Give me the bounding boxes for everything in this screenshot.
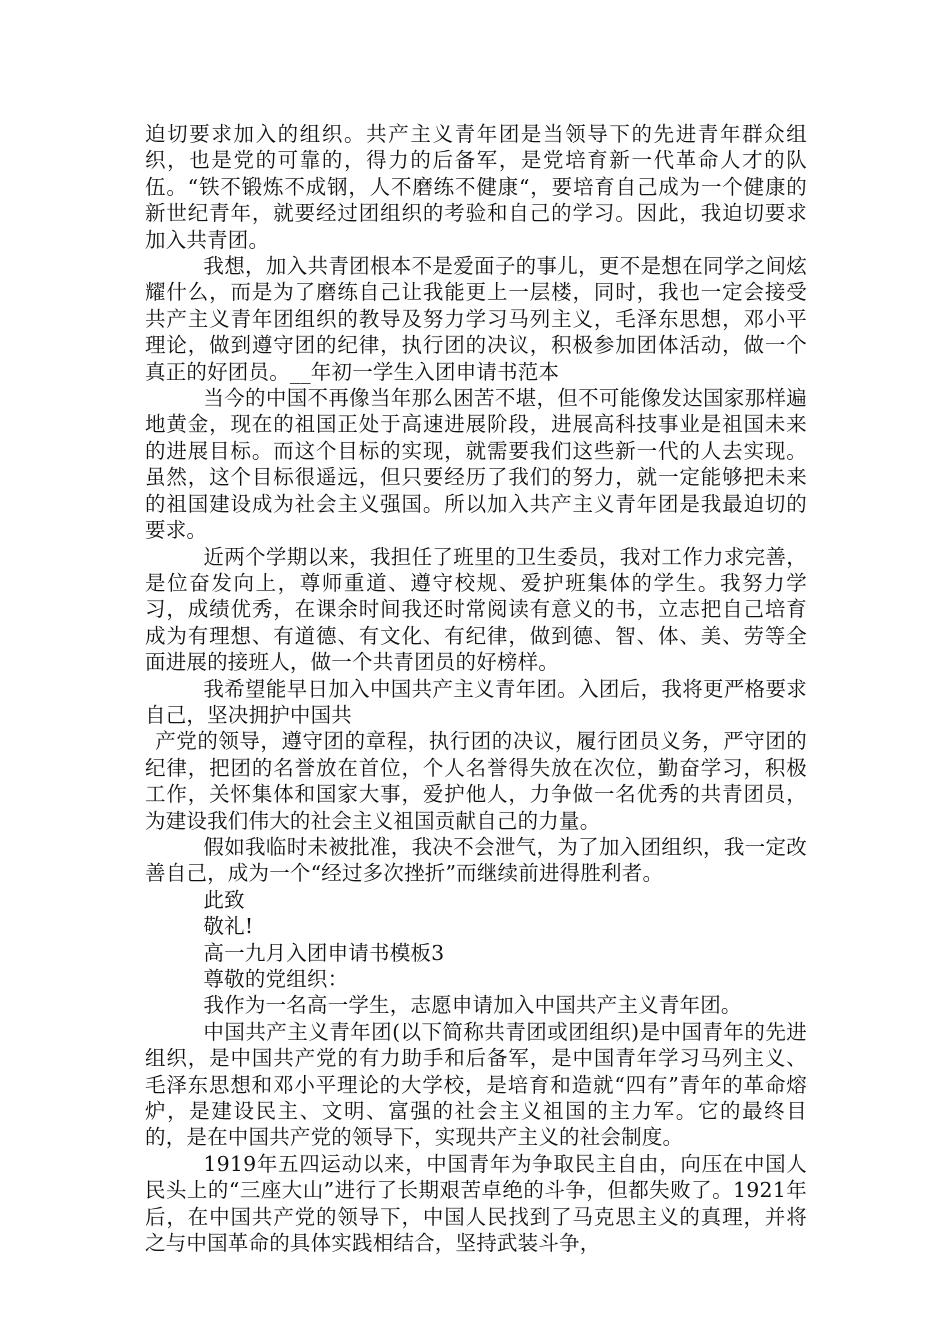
paragraph-7: 假如我临时未被批准，我决不会泄气，为了加入团组织，我一定改善自己，成为一个“经过多次挫折”而继续前进得胜利者。 [145, 834, 807, 886]
closing-salutation: 此致 [203, 887, 245, 912]
section-title: 高一九月入团申请书模板3 [203, 940, 445, 965]
paragraph-4: 近两个学期以来，我担任了班里的卫生委员，我对工作力求完善，是位奋发向上，尊师重道、遵守校规、爱护班集体的学生。我努力学习，成绩优秀，在课余时间我还时常阅读有意义的书，立志把自己培育成为有理想、有道德、有文化、有纪律，做到德、智、体、美、劳等全面进展的接班人，做一个共青团员的好榜样。 [145, 544, 807, 675]
paragraph-intro: 我作为一名高一学生，志愿申请加入中国共产主义青年团。 [203, 993, 742, 1018]
paragraph-1: 迫切要求加入的组织。共产主义青年团是当领导下的先进青年群众组织，也是党的可靠的，得力的后备军，是党培育新一代革命人才的队伍。“铁不锻炼不成钢，人不磨练不健康“，要培育自己成为一个健康的新世纪青年，就要经过团组织的考验和自己的学习。因此，我迫切要求加入共青团。 [145, 122, 807, 252]
closing-regards: 敬礼! [203, 914, 254, 939]
greeting: 尊敬的党组织： [203, 967, 349, 991]
document-body [145, 121, 807, 1256]
paragraph-history: 1919年五四运动以来，中国青年为争取民主自由，向压在中国人民头上的“三座大山”进行了长期艰苦卓绝的斗争，但都失败了。1921年后，在中国共产党的领导下，中国人民找到了马克思主义的真理，并将之与中国革命的具体实践相结合，坚持武装斗争， [145, 1151, 807, 1256]
paragraph-5: 我希望能早日加入中国共产主义青年团。入团后，我将更严格要求自己，坚决拥护中国共 [145, 676, 807, 727]
paragraph-2: 我想，加入共青团根本不是爱面子的事儿，更不是想在同学之间炫耀什么，而是为了磨练自己让我能更上一层楼，同时，我也一定会接受共产主义青年团组织的教导及努力学习马列主义，毛泽东思想，邓小平理论，做到遵守团的纪律，执行团的决议，积极参加团体活动，做一个真正的好团员。__年初一学生入团申请书范本 [145, 254, 807, 384]
paragraph-6: 产党的领导，遵守团的章程，执行团的决议，履行团员义务，严守团的纪律，把团的名誉放在首位，个人名誉得失放在次位，勤奋学习，积极工作，关怀集体和国家大事，爱护他人，力争做一名优秀的共青团员，为建设我们伟大的社会主义祖国贡献自己的力量。 [145, 729, 807, 833]
paragraph-league-description: 中国共产主义青年团(以下简称共青团或团组织)是中国青年的先进组织，是中国共产党的有力助手和后备军，是中国青年学习马列主义、毛泽东思想和邓小平理论的大学校，是培育和造就“四有”青年的革命熔炉，是建设民主、文明、富强的社会主义祖国的主力军。它的最终目的，是在中国共产党的领导下，实现共产主义的社会制度。 [145, 1019, 807, 1150]
paragraph-3: 当今的中国不再像当年那么困苦不堪，但不可能像发达国家那样遍地黄金，现在的祖国正处于高速进展阶段，进展高科技事业是祖国未来的进展目标。而这个目标的实现，就需要我们这些新一代的人去实现。虽然，这个目标很遥远，但只要经历了我们的努力，就一定能够把未来的祖国建设成为社会主义强国。所以加入共产主义青年团是我最迫切的要求。 [145, 386, 807, 543]
